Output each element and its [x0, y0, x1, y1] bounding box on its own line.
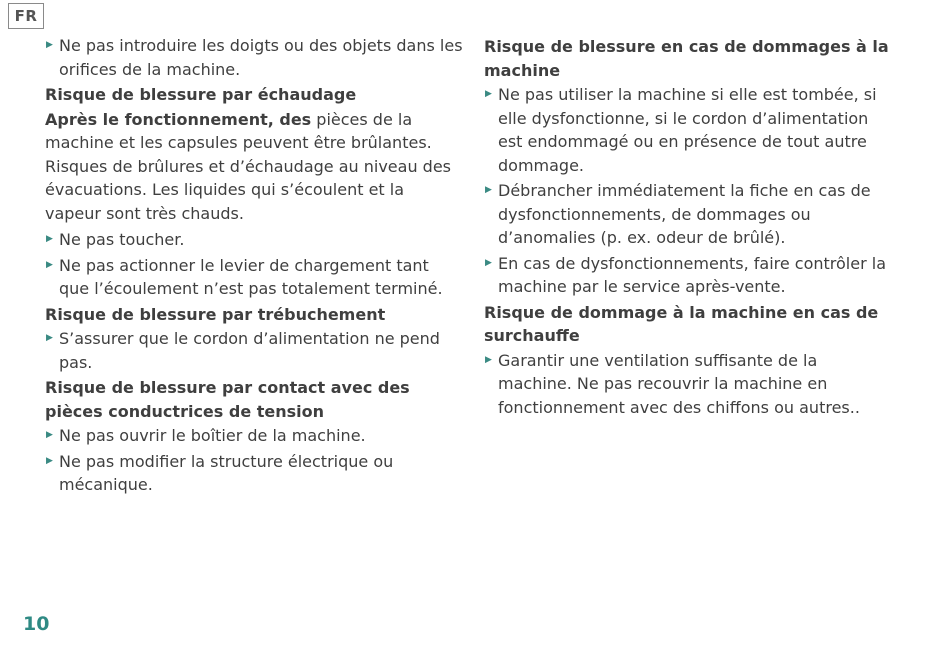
bullet-arrow-icon: ▶	[46, 430, 53, 440]
bullet-text: En cas de dysfonctionnements, faire contrôler la machine par le service après-vente.	[498, 253, 887, 296]
section-heading-tripping: Risque de blessure par trébuchement	[45, 304, 386, 324]
list-item	[484, 179, 896, 250]
language-badge: FR	[8, 3, 44, 29]
bullet-arrow-icon: ▶	[46, 455, 53, 466]
bullet-text: Ne pas utiliser la machine si elle est tombée, si elle dysfonctionne, si le cordon d’alimentation est endommagé ou en présence de tout autre dommage.	[498, 85, 877, 175]
bullet-arrow-icon: ▶	[485, 185, 492, 195]
bullet-text: Débrancher immédiatement la fiche en cas de dysfonctionnements, de dommages ou d’anomalies (p. ex. odeur de brûlé).	[498, 181, 871, 247]
list-item	[484, 349, 896, 420]
left-column	[45, 34, 463, 499]
bullet-text: Ne pas toucher.	[59, 230, 185, 249]
bullet-text: Ne pas introduire les doigts ou des objets dans les orifices de la machine.	[59, 36, 463, 79]
bullet-arrow-icon: ▶	[485, 354, 492, 365]
section-heading-overheating: Risque de dommage à la machine en cas de surchauffe	[484, 302, 879, 345]
bullet-arrow-icon: ▶	[46, 40, 53, 50]
list-item	[45, 424, 463, 448]
list-item	[484, 83, 896, 177]
section-heading-scalding: Risque de blessure par échaudage	[45, 85, 357, 104]
paragraph-scalding	[45, 108, 463, 226]
bullet-text: Garantir une ventilation suffisante de la machine. Ne pas recouvrir la machine en fonctionnement avec des chiffons ou autres..	[498, 350, 860, 417]
bullet-text: Ne pas modifier la structure électrique ou mécanique.	[59, 451, 394, 494]
page-number: 10	[23, 613, 50, 635]
list-item	[45, 327, 463, 374]
bullet-text: S’assurer que le cordon d’alimentation ne pend pas.	[59, 329, 440, 372]
section-heading-electrical: Risque de blessure par contact avec des pièces conductrices de tension	[45, 378, 410, 421]
bullet-text: Ne pas actionner le levier de chargement tant que l’écoulement n’est pas totalement terminé.	[59, 255, 443, 298]
section-heading-damage: Risque de blessure en cas de dommages à la machine	[484, 37, 889, 80]
bullet-text: Ne pas ouvrir le boîtier de la machine.	[59, 426, 366, 445]
bullet-arrow-icon: ▶	[485, 89, 492, 99]
paragraph-bold-lead: Après le fonctionnement, des	[45, 109, 312, 129]
bullet-arrow-icon: ▶	[485, 257, 492, 268]
list-item	[45, 450, 463, 497]
bullet-arrow-icon: ▶	[46, 234, 53, 244]
bullet-arrow-icon: ▶	[46, 333, 53, 343]
right-column	[484, 34, 896, 421]
list-item	[484, 252, 896, 299]
paragraph-text: pièces de la machine et les capsules peuvent être brûlantes. Risques de brûlures et d’échaudage au niveau des évacuations. Les liquides qui s’écoulent et la vapeur sont très chauds.	[45, 109, 452, 223]
list-item	[45, 228, 463, 252]
list-item	[45, 34, 463, 81]
list-item	[45, 254, 463, 301]
bullet-arrow-icon: ▶	[46, 259, 53, 270]
